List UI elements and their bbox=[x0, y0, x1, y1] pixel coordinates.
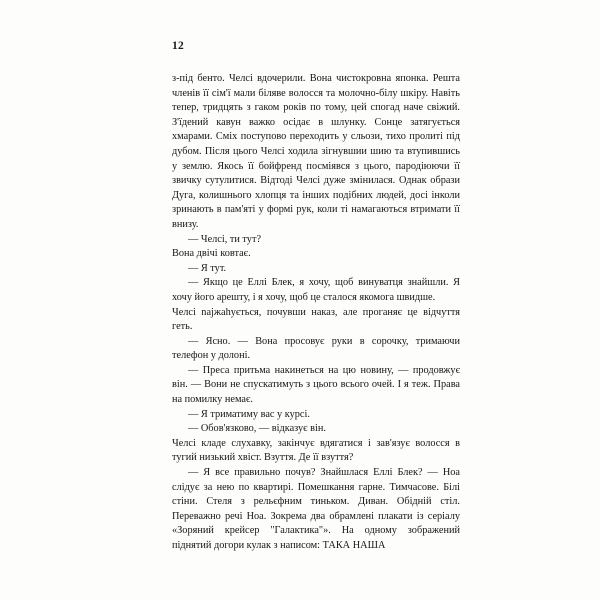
paragraph: — Я все правильно почув? Знайшлася Еллі Блек? — Ноа слідує за нею по квартирі. Помешкання гарне. Тимчасове. Білі стіни. Стеля з рельєфним тиньком. Диван. Обідній стіл. Переважно речі Ноа. Зокрема два обрамлені плакати із серіалу «Зоряний крейсер "Галактика"». На одному зображений піднятий догори кулак з написом: ТАКА НАША bbox=[172, 467, 460, 551]
paragraph: Челсі najжаhyється, почувши наказ, але проганяє це відчуття геть. bbox=[172, 306, 460, 333]
paragraph: — Я тут. bbox=[188, 262, 227, 274]
paragraph: Вона двічі ковтає. bbox=[172, 248, 251, 260]
paragraph: — Обов'язково, — відказує він. bbox=[188, 423, 326, 435]
paragraph: — Челсі, ти тут? bbox=[188, 233, 262, 245]
paragraph: — Преса притьма накинеться на цю новину, — продовжує він. — Вони не спускатимуть з цього всього очей. І я теж. Права на помилку немає. bbox=[172, 364, 460, 406]
page-number: 12 bbox=[172, 40, 185, 52]
paragraph: Челсі кладе слухавку, закінчує вдягатися і зав'язує волосся в тугий низький хвіст. Взуття. Де її взуття? bbox=[172, 437, 460, 464]
paragraph: з-під бенто. Челсі вдочерили. Вона чистокровна японка. Решта членів її сім'ї мали біляве волосся та молочно-білу шкіру. Навіть тепер, тридцять з гаком років по тому, цей спогад наче свіжий. З'їдений кавун важко осідає в шлунку. Сонце затягується хмарами. Сміх поступово переходить у сльози, тихо пролиті під дубом. Після цього Челсі ходила зігнувшии шию та втупившись у землю. Якось її бойфренд посміявся з цього, пародіюючи її звичку сутулитися. Відтоді Челсі дуже змінилася. Однак образи Дуга, колишнього хлопця та інших подібних людей, досі інколи зринають в пам'яті у формі рук, коли ті намагаються втримати її внизу. bbox=[172, 73, 460, 230]
paragraph: — Якщо це Еллі Блек, я хочу, щоб винуватця знайшли. Я хочу його арешту, і я хочу, щоб це сталося якомога швидше. bbox=[172, 277, 460, 303]
page-content-column bbox=[172, 40, 460, 554]
paragraph: — Ясно. — Вона просовує руки в сорочку, тримаючи телефон у долоні. bbox=[172, 335, 460, 362]
body-text bbox=[172, 72, 460, 554]
paragraph: — Я триматиму вас у курсі. bbox=[188, 408, 310, 420]
